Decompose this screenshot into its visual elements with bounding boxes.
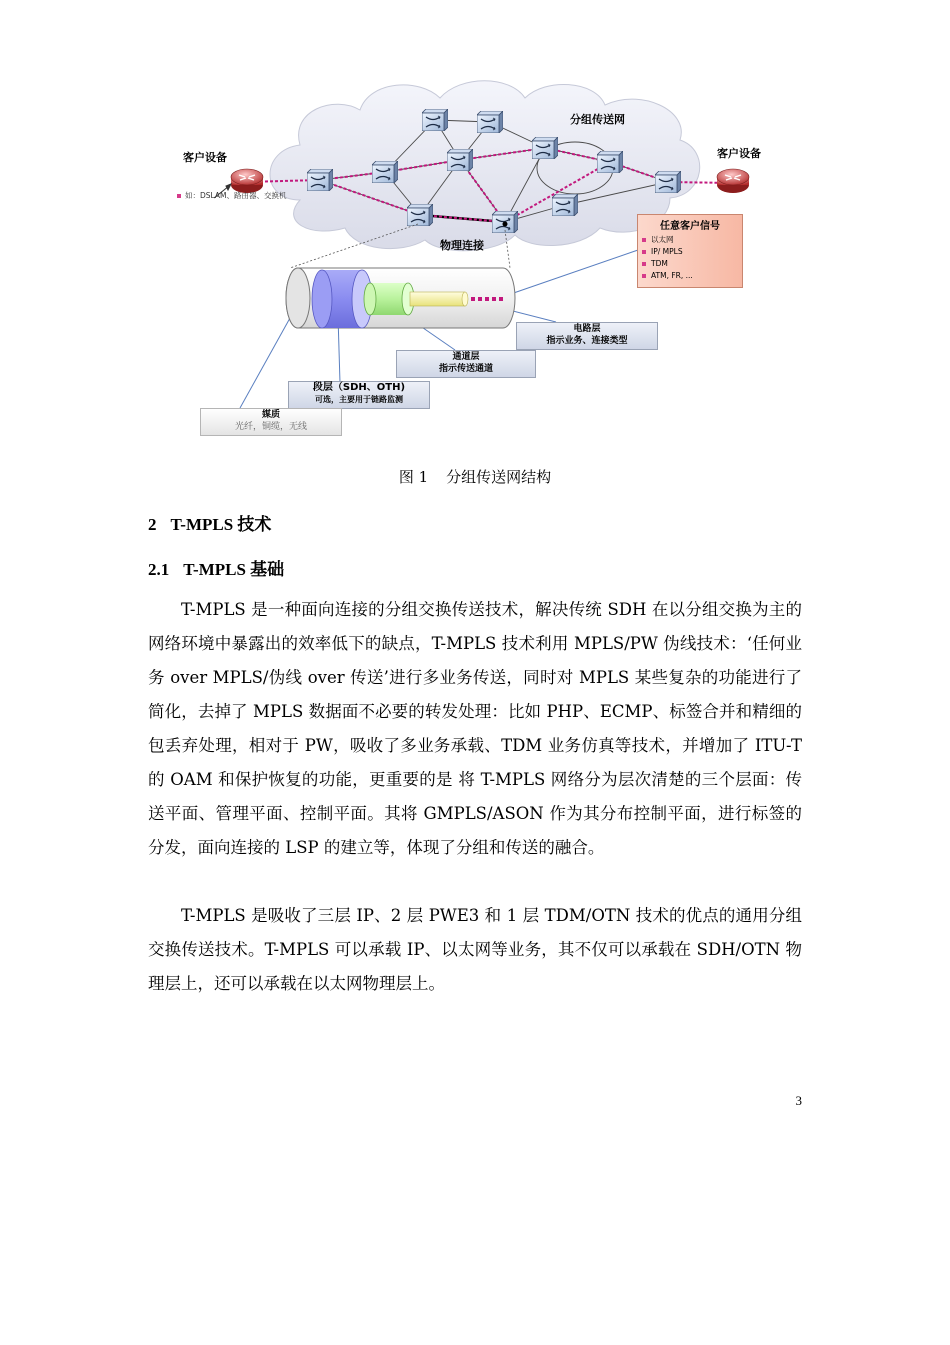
section-layer-box (288, 381, 430, 409)
paragraph: T-MPLS 是吸收了三层 IP、2 层 PWE3 和 1 层 TDM/OTN 技术的优点的通用分组交换传送技术。T-MPLS 可以承载 IP、以太网等业务，其不仅可以承载在 SDH/OTN 物理层上，还可以承载在以太网物理层上。 (148, 906, 802, 993)
circuit-layer-title: 电路层 (573, 324, 601, 334)
router-icon (231, 169, 263, 193)
section-number: 2 (148, 515, 157, 534)
switch-icon (307, 169, 333, 191)
medium-layer-box (200, 408, 342, 436)
figure-caption (0, 466, 950, 487)
layer-tube (286, 268, 515, 328)
medium-layer-title: 媒质 (261, 410, 280, 420)
switch-icon (477, 111, 503, 133)
channel-layer-title: 通道层 (452, 352, 480, 362)
section-layer-subtitle: 可选，主要用于链路监测 (315, 395, 403, 404)
customer-right-label: 客户设备 (717, 147, 761, 160)
section-title: T-MPLS 技术 (170, 515, 272, 534)
customer-left-label: 客户设备 (183, 151, 227, 164)
subsection-title: T-MPLS 基础 (183, 560, 285, 579)
subsection-heading (148, 555, 284, 580)
list-item: TDM (642, 258, 742, 270)
channel-layer-subtitle: 指示传送通道 (438, 364, 493, 374)
customer-note-text: 如：DSLAM、路由器、交换机 (185, 191, 287, 200)
list-item: 以太网 (642, 234, 742, 246)
network-diagram (0, 0, 950, 450)
switch-icon (655, 171, 681, 193)
network-figure (0, 0, 950, 450)
network-cloud (270, 81, 700, 251)
physical-link-label: 物理连接 (440, 239, 484, 252)
switch-icon (447, 149, 473, 171)
customer-note (177, 191, 293, 201)
switch-icon (372, 161, 398, 183)
list-item: ATM, FR, ... (642, 270, 742, 282)
section-layer-title: 段层（SDH、OTH) (312, 382, 406, 393)
section-heading (148, 510, 271, 535)
switch-icon (407, 204, 433, 226)
circuit-layer-box (516, 322, 658, 350)
switch-icon (422, 109, 448, 131)
caption-title: 分组传送网结构 (446, 468, 552, 486)
caption-number: 图 1 (398, 468, 429, 486)
paragraph: T-MPLS 是一种面向连接的分组交换传送技术，解决传统 SDH 在以分组交换为主的网络环境中暴露出的效率低下的缺点，T-MPLS 技术利用 MPLS/PW 伪线技术：‘任何业务 over MPLS/伪线 over 传送’进行多业务传送，同时对 MPLS 某些复杂的功能进行了简化，去掉了 MPLS 数据面不必要的转发处理：比如 PHP、ECMP、标签合并和精细的包丢弃处理，相对于 PW，吸收了多业务承载、TDM 业务仿真等技术，并增加了 ITU-T 的 OAM 和保护恢复的功能，更重要的是 将 T-MPLS 网络分为层次清楚的三个层面：传送平面、管理平面、控制平面。其将 GMPLS/ASON 作为其分布控制平面，进行标签的分发，面向连接的 LSP 的建立等，体现了分组和传送的融合。 (148, 600, 802, 857)
switch-icon (597, 151, 623, 173)
signals-title: 任意客户信号 (660, 221, 720, 232)
subsection-number: 2.1 (148, 560, 170, 579)
page-number: 3 (795, 1093, 802, 1108)
channel-layer-box (396, 350, 536, 378)
switch-icon (532, 137, 558, 159)
medium-layer-subtitle: 光纤，铜缆，无线 (234, 422, 307, 432)
cloud-label: 分组传送网 (570, 113, 625, 126)
list-item: IP/ MPLS (642, 246, 742, 258)
client-signals-box (637, 214, 743, 288)
circuit-layer-subtitle: 指示业务、连接类型 (546, 336, 628, 346)
router-icon (717, 169, 749, 193)
signals-list (638, 234, 742, 282)
switch-icon (552, 194, 578, 216)
